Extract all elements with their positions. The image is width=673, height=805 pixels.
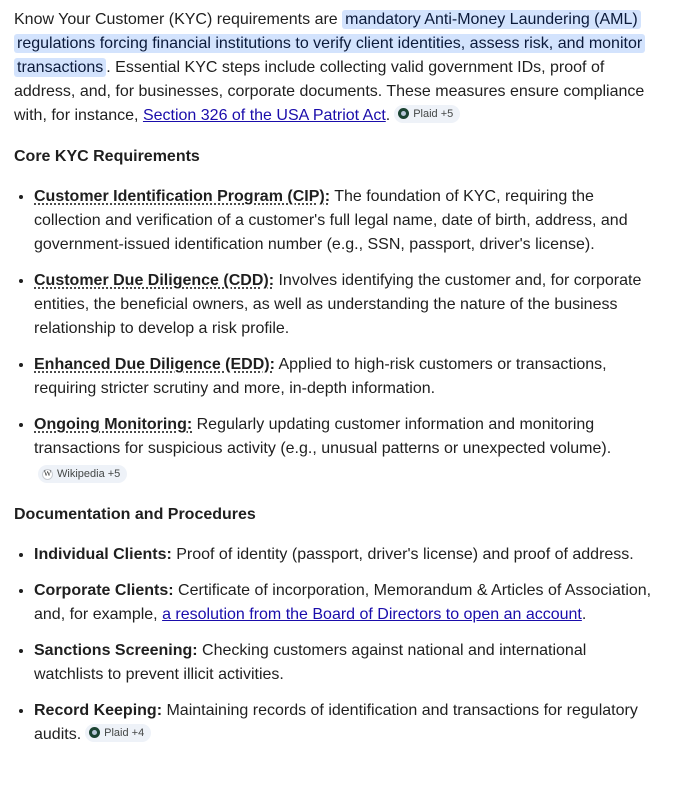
intro-middle: . Essential KYC steps include collecting valid government IDs, proof of address, and, for businesses, corporate documents. These measures ensure compliance with, for instance,: [14, 59, 645, 124]
term-individual-clients: Individual Clients:: [34, 546, 172, 563]
item-text: Applied to high-risk customers or transactions, requiring stricter scrutiny and more, in-depth information.: [34, 356, 607, 397]
item-text: The foundation of KYC, requiring the collection and verification of a customer's full legal name, date of birth, address, and government-issued identification number (e.g., SSN, passport, driver's license).: [34, 188, 628, 253]
list-item: [34, 639, 659, 687]
term-corporate-clients: Corporate Clients:: [34, 582, 174, 599]
list-item: [34, 353, 659, 401]
wikipedia-favicon-icon: W: [43, 469, 52, 478]
source-chip-plaid[interactable]: [85, 724, 151, 742]
source-chip-label: Plaid +4: [104, 726, 145, 739]
list-item: [34, 269, 659, 341]
list-item: [34, 543, 659, 567]
item-text: Regularly updating customer information and monitoring transactions for suspicious activity (e.g., unusual patterns or unexpected volume).: [34, 416, 612, 457]
item-text: Checking customers against national and international watchlists to prevent illicit activities.: [34, 642, 587, 683]
patriot-act-link[interactable]: Section 326 of the USA Patriot Act: [142, 107, 386, 124]
plaid-favicon-icon: [398, 108, 409, 119]
source-chip-wikipedia[interactable]: [38, 465, 127, 483]
intro-prefix: Know Your Customer (KYC) requirements are: [14, 11, 343, 28]
source-chip-label: Wikipedia +5: [57, 468, 121, 480]
core-requirements-heading: Core KYC Requirements: [14, 148, 200, 165]
list-item: [34, 699, 659, 747]
highlighted-summary[interactable]: mandatory Anti-Money Laundering (AML) regulations forcing financial institutions to verify client identities, assess risk, and monitor transactions: [14, 10, 645, 77]
source-chip-plaid[interactable]: [394, 105, 460, 123]
item-text: Maintaining records of identification and transactions for regulatory audits.: [34, 702, 638, 743]
core-requirements-list: [14, 185, 659, 485]
list-item: [34, 579, 659, 627]
term-ongoing-monitoring[interactable]: Ongoing Monitoring:: [34, 416, 193, 433]
board-resolution-link[interactable]: a resolution from the Board of Directors to open an account: [162, 606, 582, 623]
term-sanctions-screening: Sanctions Screening:: [34, 642, 198, 659]
documentation-list: [14, 543, 659, 747]
source-chip-label: Plaid +5: [413, 107, 454, 120]
intro-suffix: .: [385, 107, 391, 124]
term-cdd[interactable]: Customer Due Diligence (CDD):: [34, 272, 275, 289]
item-text: Involves identifying the customer and, for corporate entities, the beneficial owners, as well as understanding the nature of the business relationship to develop a risk profile.: [34, 272, 642, 337]
term-cip[interactable]: Customer Identification Program (CIP):: [34, 188, 331, 205]
term-edd[interactable]: Enhanced Due Diligence (EDD):: [34, 356, 275, 373]
item-text-after: .: [581, 606, 587, 623]
item-text: Proof of identity (passport, driver's license) and proof of address.: [171, 546, 634, 563]
documentation-heading: Documentation and Procedures: [14, 506, 256, 523]
plaid-favicon-icon: [89, 727, 100, 738]
term-record-keeping: Record Keeping:: [34, 702, 163, 719]
list-item: [34, 413, 659, 485]
intro-paragraph: [14, 8, 659, 128]
list-item: [34, 185, 659, 257]
item-text: Certificate of incorporation, Memorandum & Articles of Association, and, for example,: [34, 582, 652, 623]
